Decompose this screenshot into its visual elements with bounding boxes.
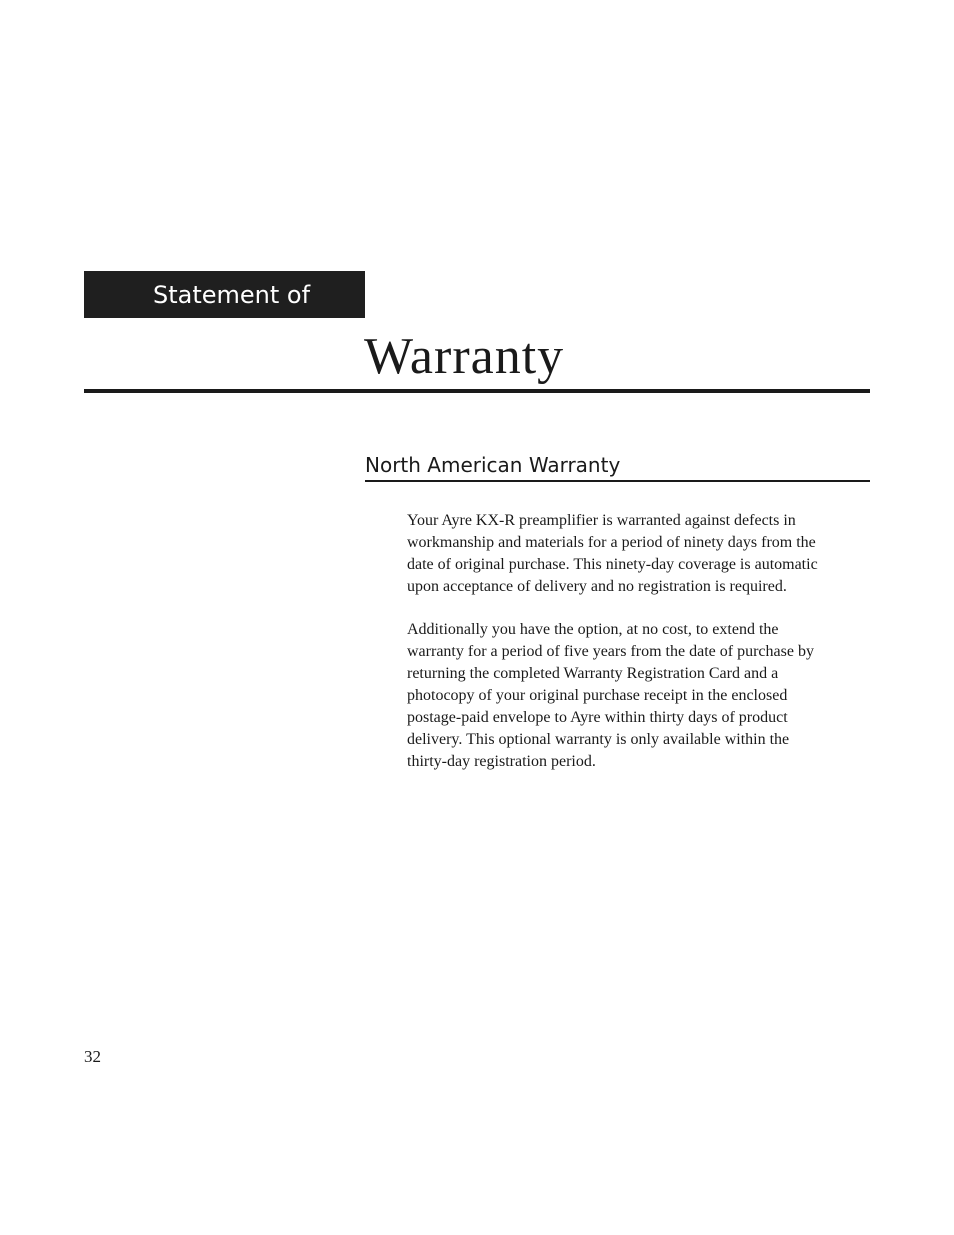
title-divider xyxy=(84,389,870,393)
warranty-paragraph-1 xyxy=(407,510,873,598)
paragraph-line: upon acceptance of delivery and no registration is required. xyxy=(407,578,787,595)
paragraph-line: Additionally you have the option, at no cost, to extend the xyxy=(407,621,779,638)
paragraph-line: postage-paid envelope to Ayre within thirty days of product xyxy=(407,709,788,726)
section-divider xyxy=(365,480,870,482)
paragraph-line: Your Ayre KX-R preamplifier is warranted against defects in xyxy=(407,512,796,529)
section-heading: North American Warranty xyxy=(365,453,621,477)
paragraph-line: delivery. This optional warranty is only available within the xyxy=(407,731,790,748)
header-tab xyxy=(84,271,365,318)
paragraph-line: warranty for a period of five years from the date of purchase by xyxy=(407,643,814,660)
warranty-paragraph-2 xyxy=(407,619,873,773)
header-tab-label: Statement of xyxy=(153,281,311,309)
paragraph-line: photocopy of your original purchase receipt in the enclosed xyxy=(407,687,788,704)
paragraph-line: returning the completed Warranty Registration Card and a xyxy=(407,665,779,682)
page-title: Warranty xyxy=(364,328,565,385)
paragraph-line: date of original purchase. This ninety-day coverage is automatic xyxy=(407,556,818,573)
paragraph-line: thirty-day registration period. xyxy=(407,753,596,770)
paragraph-line: workmanship and materials for a period of ninety days from the xyxy=(407,534,816,551)
page-number: 32 xyxy=(84,1047,101,1066)
